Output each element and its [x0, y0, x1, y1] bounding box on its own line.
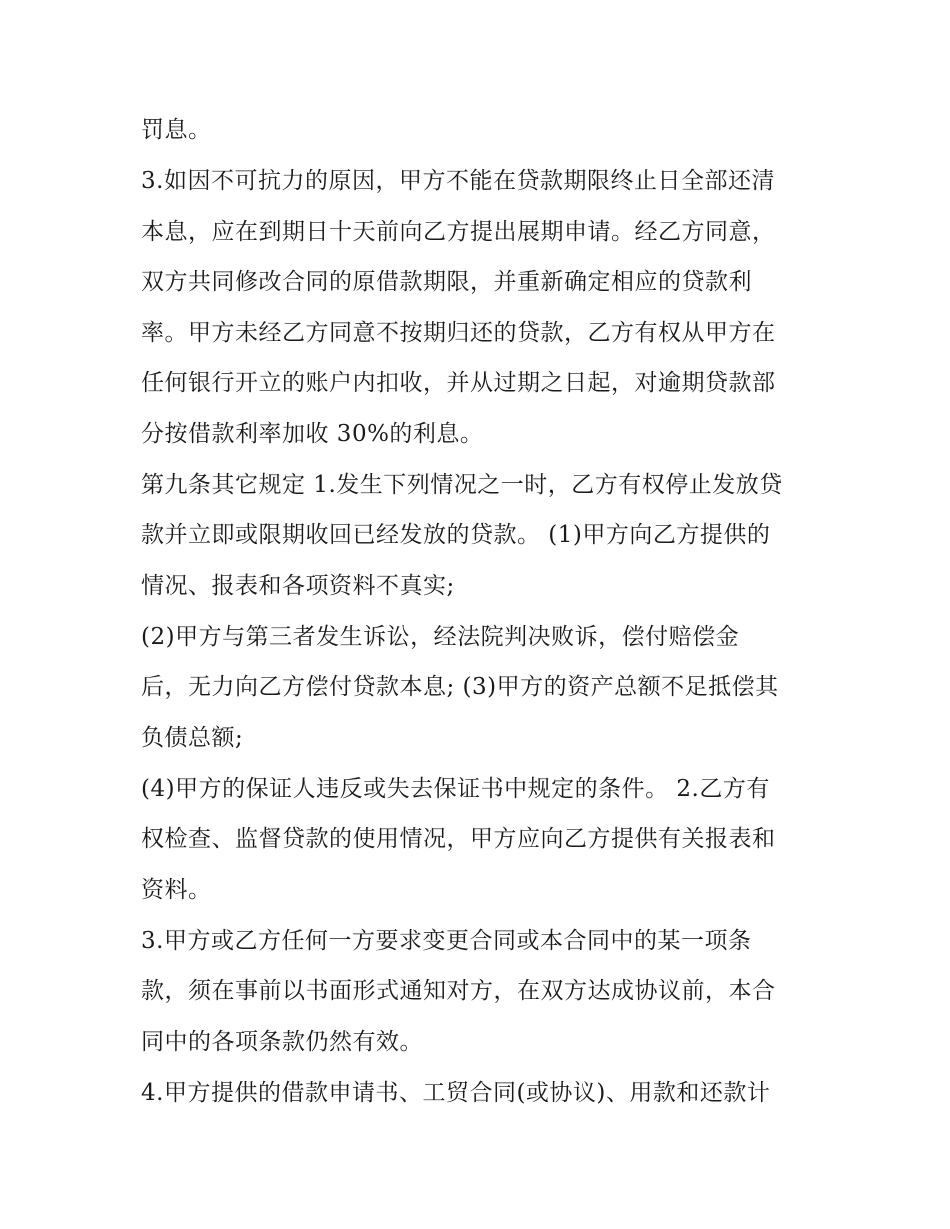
text-line: 后，无力向乙方偿付贷款本息; (3)甲方的资产总额不足抵偿其	[141, 674, 779, 700]
text-line: 负债总额;	[141, 725, 244, 751]
text-line: 资料。	[141, 877, 212, 903]
text-line: 权检查、监督贷款的使用情况，甲方应向乙方提供有关报表和	[141, 826, 776, 852]
text-line: 本息，应在到期日十天前向乙方提出展期申请。经乙方同意，	[141, 219, 776, 245]
text-line: 款，须在事前以书面形式通知对方，在双方达成协议前，本合	[141, 978, 776, 1004]
text-line: 4.甲方提供的借款申请书、工贸合同(或协议)、用款和还款计	[141, 1080, 771, 1106]
text-line: 双方共同修改合同的原借款期限，并重新确定相应的贷款利	[141, 269, 752, 295]
text-line: 3.甲方或乙方任何一方要求变更合同或本合同中的某一项条	[141, 928, 752, 954]
text-line: 任何银行开立的账户内扣收，并从过期之日起，对逾期贷款部	[141, 370, 776, 396]
text-line: 第九条其它规定 1.发生下列情况之一时，乙方有权停止发放贷	[141, 472, 783, 498]
text-line: 分按借款利率加收 30%的利息。	[141, 421, 484, 447]
text-line: 情况、报表和各项资料不真实;	[141, 573, 455, 599]
text-line: 率。甲方未经乙方同意不按期归还的贷款，乙方有权从甲方在	[141, 320, 776, 346]
text-line: (4)甲方的保证人违反或失去保证书中规定的条件。 2.乙方有	[141, 776, 770, 802]
text-line: 同中的各项条款仍然有效。	[141, 1029, 423, 1055]
text-line: 3.如因不可抗力的原因，甲方不能在贷款期限终止日全部还清	[141, 168, 775, 194]
text-line: 款并立即或限期收回已经发放的贷款。 (1)甲方向乙方提供的	[141, 522, 771, 548]
text-line: (2)甲方与第三者发生诉讼，经法院判决败诉，偿付赔偿金	[141, 624, 740, 650]
text-line: 罚息。	[141, 117, 212, 143]
